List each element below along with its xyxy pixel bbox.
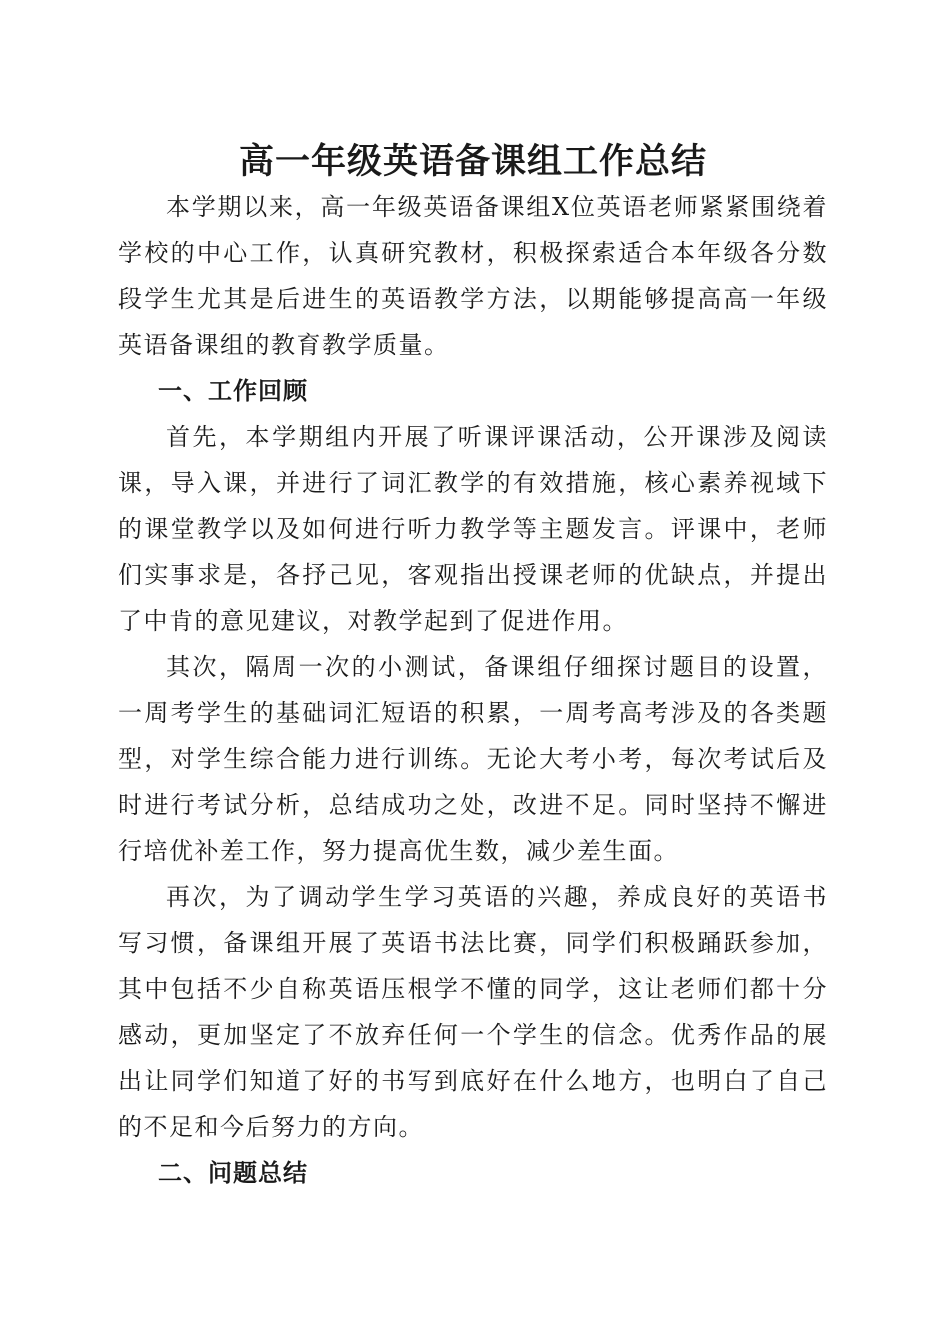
review-paragraph-2: 其次，隔周一次的小测试，备课组仔细探讨题目的设置，一周考学生的基础词汇短语的积累，一周考高考涉及的各类题型，对学生综合能力进行训练。无论大考小考，每次考试后及时进行考试分析，总结成功之处，改进不足。同时坚持不懈进行培优补差工作，努力提高优生数，减少差生面。 xyxy=(118,653,828,865)
review-paragraph-3: 再次，为了调动学生学习英语的兴趣，养成良好的英语书写习惯，备课组开展了英语书法比赛，同学们积极踊跃参加，其中包括不少自称英语压根学不懂的同学，这让老师们都十分感动，更加坚定了不放弃任何一个学生的信念。优秀作品的展出让同学们知道了好的书写到底好在什么地方，也明白了自己的不足和今后努力的方向。 xyxy=(118,883,828,1141)
section-heading-problems: 二、问题总结 xyxy=(158,1159,308,1187)
intro-paragraph: 本学期以来，高一年级英语备课组X位英语老师紧紧围绕着学校的中心工作，认真研究教材，积极探索适合本年级各分数段学生尤其是后进生的英语教学方法，以期能够提高高一年级英语备课组的教育教学质量。 xyxy=(118,193,828,359)
section-heading-review: 一、工作回顾 xyxy=(158,377,308,405)
review-paragraph-1: 首先，本学期组内开展了听课评课活动，公开课涉及阅读课，导入课，并进行了词汇教学的有效措施，核心素养视域下的课堂教学以及如何进行听力教学等主题发言。评课中，老师们实事求是，各抒己见，客观指出授课老师的优缺点，并提出了中肯的意见建议，对教学起到了促进作用。 xyxy=(118,423,828,635)
document-title: 高一年级英语备课组工作总结 xyxy=(238,141,707,182)
document-page xyxy=(118,140,828,1196)
